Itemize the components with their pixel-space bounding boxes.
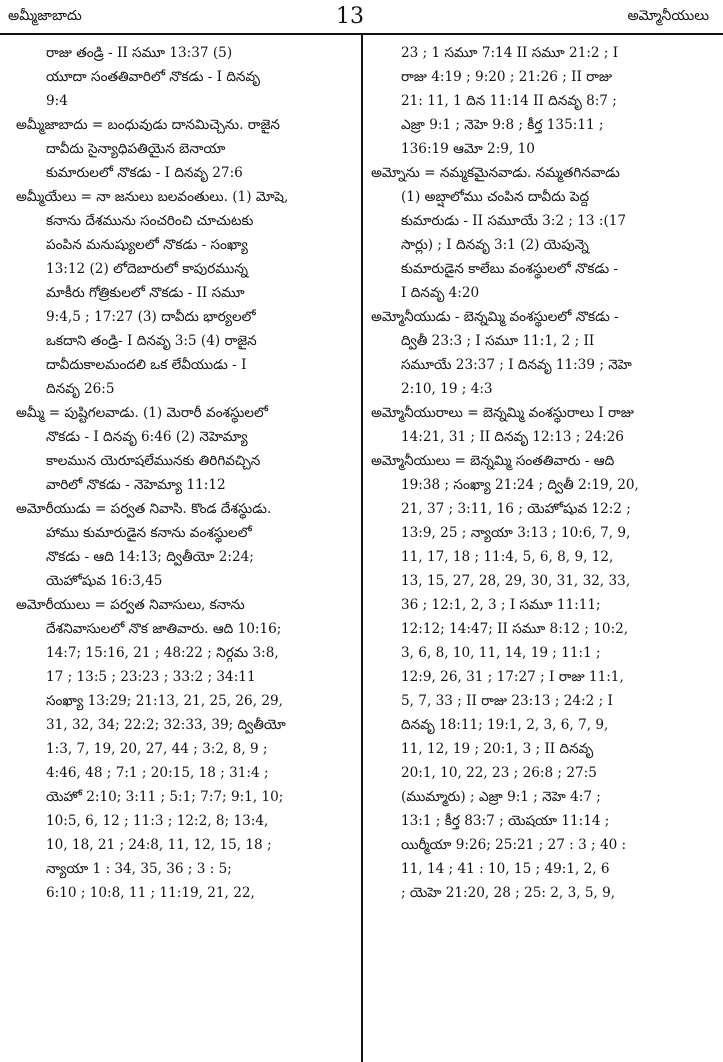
entry-headword-line: అమ్నోను = నమ్మకమైనవాడు. నమ్మతగినవాడు: [371, 165, 620, 181]
entry-continuation-line: I దినవృ 4:20: [401, 285, 480, 301]
entry-continuation-line: వారిలో నొకడు - నెహెమ్యా 11:12: [46, 477, 226, 493]
entry-headword-line: అమ్మీయేలు = నా జనులు బలవంతులు. (1) మోషె,: [16, 189, 289, 205]
entry-continuation-line: (ముమ్మారు) ; ఎజ్రా 9:1 ; నెహె 4:7 ;: [401, 789, 601, 805]
entry-continuation-line: దావీదు సైన్యాధిపతియైన బెనాయా: [46, 141, 226, 157]
entry-headword-line: అమ్మీజాబాదు = బంధువుడు దానమిచ్చెను. రాజైన: [16, 117, 280, 133]
column-divider: [361, 33, 363, 1062]
entry-continuation-line: మాకీరు గోత్రికులలో నొకడు - II సమూ: [46, 285, 245, 301]
entry-continuation-line: యెహోషువ 16:3,45: [46, 573, 163, 589]
entry-continuation-line: 13, 15, 27, 28, 29, 30, 31, 32, 33,: [401, 573, 631, 589]
entry-continuation-line: 4:46, 48 ; 7:1 ; 20:15, 18 ; 31:4 ;: [46, 765, 269, 781]
entry-continuation-line: 10:5, 6, 12 ; 11:3 ; 12:2, 8; 13:4,: [46, 813, 269, 829]
entry-continuation-line: 11, 17, 18 ; 11:4, 5, 6, 8, 9, 12,: [401, 549, 614, 565]
entry-continuation-line: హాము కుమారుడైన కనాను వంశస్థులలో: [46, 525, 252, 541]
entry-continuation-line: కుమారుడు - II సమూయే 3:2 ; 13 :(17: [401, 213, 627, 229]
entry-continuation-line: 14:21, 31 ; II దినవృ 12:13 ; 24:26: [401, 429, 624, 445]
running-head-left: అమ్మీజాబాదు: [8, 8, 82, 24]
entry-continuation-line: పంపిన మనుష్యులలో నొకడు - సంఖ్యా: [46, 237, 248, 253]
running-head-right: అమ్మోనీయులు: [627, 8, 709, 24]
entry-headword-line: అమ్మీ = పుష్టిగలవాడు. (1) మెరారీ వంశస్థులలో: [16, 405, 268, 421]
entry-continuation-line: దినవృ 26:5: [46, 381, 115, 397]
entry-continuation-line: 36 ; 12:1, 2, 3 ; I సమూ 11:11;: [401, 597, 601, 613]
entry-continuation-line: కుమారులలో నొకడు - I దినవృ 27:6: [46, 165, 243, 181]
entry-continuation-line: ; యెహె 21:20, 28 ; 25: 2, 3, 5, 9,: [401, 885, 616, 901]
entry-continuation-line: యూదా సంతతివారిలో నొకడు - I దినవృ: [46, 69, 260, 85]
entry-continuation-line: దేశనివాసులలో నొక జాతివారు. ఆది 10:16;: [46, 621, 282, 637]
entry-continuation-line: 3, 6, 8, 10, 11, 14, 19 ; 11:1 ;: [401, 645, 601, 661]
entry-continuation-line: 13:9, 25 ; న్యాయా 3:13 ; 10:6, 7, 9,: [401, 525, 631, 541]
entry-continuation-line: యెహో 2:10; 3:11 ; 5:1; 7:7; 9:1, 10;: [46, 789, 284, 805]
entry-continuation-line: 14:7; 15:16, 21 ; 48:22 ; నిర్గమ 3:8,: [46, 645, 279, 661]
entry-continuation-line: రాజు 4:19 ; 9:20 ; 21:26 ; II రాజు: [401, 69, 613, 85]
entry-continuation-line: 5, 7, 33 ; II రాజు 23:13 ; 24:2 ; I: [401, 693, 613, 709]
entry-headword-line: అమ్మోనీయుడు - బెన్నమ్మి వంశస్థులలో నొకడు -: [371, 309, 619, 325]
entry-headword-line: అమోరీయులు = పర్వత నివాసులు, కనాను: [16, 597, 245, 613]
entry-continuation-line: 21, 37 ; 3:11, 16 ; యెహోషువ 12:2 ;: [401, 501, 631, 517]
page-number: 13: [336, 4, 364, 29]
entry-continuation-line: 23 ; 1 సమూ 7:14 II సమూ 21:2 ; I: [401, 45, 619, 61]
entry-continuation-line: 20:1, 10, 22, 23 ; 26:8 ; 27:5: [401, 765, 597, 781]
right-column: [371, 41, 713, 905]
entry-continuation-line: 9:4: [46, 93, 68, 109]
entry-continuation-line: దినవృ 18:11; 19:1, 2, 3, 6, 7, 9,: [401, 717, 609, 733]
entry-continuation-line: ద్వితీ 23:3 ; I సమూ 11:1, 2 ; II: [401, 333, 595, 349]
entry-continuation-line: నొకడు - I దినవృ 6:46 (2) నెహెమ్యా: [46, 429, 248, 445]
entry-continuation-line: సంఖ్యా 13:29; 21:13, 21, 25, 26, 29,: [46, 693, 283, 709]
entry-continuation-line: 136:19 ఆమో 2:9, 10: [401, 141, 535, 157]
entry-continuation-line: సార్లు) ; I దినవృ 3:1 (2) యెపున్నె: [401, 237, 589, 253]
entry-continuation-line: 10, 18, 21 ; 24:8, 11, 12, 15, 18 ;: [46, 837, 272, 853]
entry-continuation-line: ఎజ్రా 9:1 ; నెహె 9:8 ; కీర్త 135:11 ;: [401, 117, 604, 133]
entry-continuation-line: 11, 12, 19 ; 20:1, 3 ; II దినవృ: [401, 741, 594, 757]
entry-continuation-line: 19:38 ; సంఖ్యా 21:24 ; ద్వితీ 2:19, 20,: [401, 477, 639, 493]
entry-continuation-line: కాలమున యెరూషలేమునకు తిరిగివచ్చిన: [46, 453, 261, 469]
entry-continuation-line: 13:12 (2) లోదెబారులో కాపురమున్న: [46, 261, 248, 277]
entry-continuation-line: 12:12; 14:47; II సమూ 8:12 ; 10:2,: [401, 621, 629, 637]
entry-continuation-line: కుమారుడైన కాలేబు వంశస్థులలో నొకడు -: [401, 261, 619, 277]
entry-continuation-line: సమూయే 23:37 ; I దినవృ 11:39 ; నెహె: [401, 357, 632, 373]
entry-continuation-line: 11, 14 ; 41 : 10, 15 ; 49:1, 2, 6: [401, 861, 610, 877]
entry-continuation-line: ఒకదాని తండ్రి- I దినవృ 3:5 (4) రాజైన: [46, 333, 257, 349]
entry-continuation-line: యిర్మీయా 9:26; 25:21 ; 27 : 3 ; 40 :: [401, 837, 627, 853]
entry-continuation-line: న్యాయా 1 : 34, 35, 36 ; 3 : 5;: [46, 861, 232, 877]
entry-continuation-line: 12:9, 26, 31 ; 17:27 ; I రాజు 11:1,: [401, 669, 624, 685]
entry-headword-line: అమ్మోనీయురాలు = బెన్నమ్మి వంశస్థురాలు I రాజు: [371, 405, 634, 421]
entry-continuation-line: 31, 32, 34; 22:2; 32:33, 39; ద్వితీయో: [46, 717, 286, 733]
left-column: [16, 41, 361, 905]
entry-headword-line: అమ్మోనీయులు = బెన్నమ్మి సంతతివారు - ఆది: [371, 453, 615, 469]
entry-continuation-line: 2:10, 19 ; 4:3: [401, 381, 493, 397]
entry-continuation-line: దావీదుకాలమందలి ఒక లేవీయుడు - I: [46, 357, 247, 373]
entry-continuation-line: 21: 11, 1 దిన 11:14 II దినవృ 8:7 ;: [401, 93, 617, 109]
entry-continuation-line: కనాను దేశమును సంచరించి చూచుటకు: [46, 213, 254, 229]
entry-continuation-line: 6:10 ; 10:8, 11 ; 11:19, 21, 22,: [46, 885, 255, 901]
entry-continuation-line: 9:4,5 ; 17:27 (3) దావీదు భార్యలలో: [46, 309, 256, 325]
entry-continuation-line: (1) అబ్షాలోము చంపిన దావీదు పెద్ద: [401, 189, 590, 205]
entry-continuation-line: 17 ; 13:5 ; 23:23 ; 33:2 ; 34:11: [46, 669, 256, 685]
entry-continuation-line: 1:3, 7, 19, 20, 27, 44 ; 3:2, 8, 9 ;: [46, 741, 268, 757]
entry-headword-line: అమోరీయుడు = పర్వత నివాసి. కొండ దేశస్థుడు.: [16, 501, 272, 517]
entry-continuation-line: 13:1 ; కీర్త 83:7 ; యెషయా 11:14 ;: [401, 813, 610, 829]
entry-continuation-line: రాజు తండ్రి - II సమూ 13:37 (5): [46, 45, 233, 61]
entry-continuation-line: నొకడు - ఆది 14:13; ద్వితీయో 2:24;: [46, 549, 254, 565]
